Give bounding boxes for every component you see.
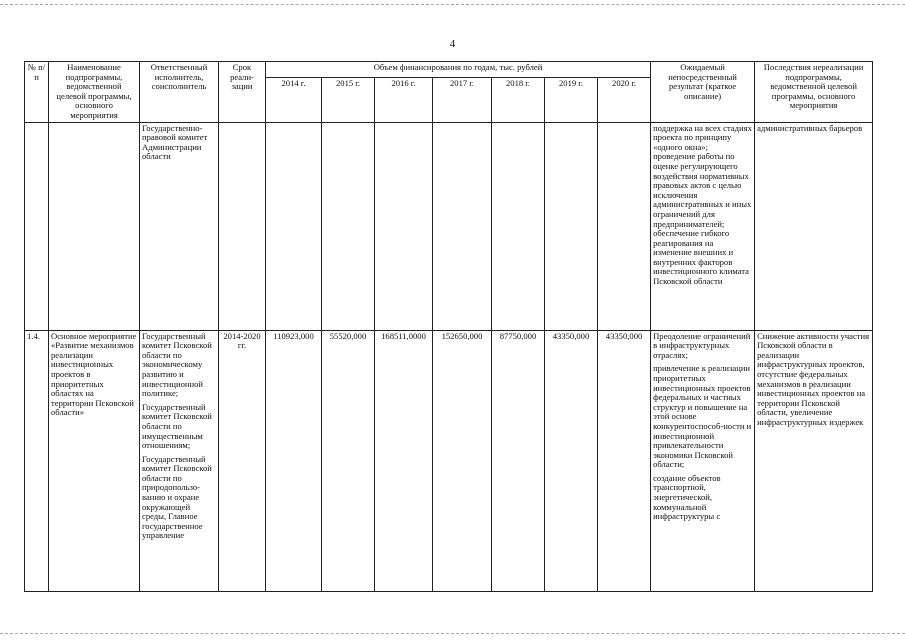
cell-executor: Государственно-правовой комитет Администрации области — [140, 122, 219, 330]
cell-term — [219, 122, 266, 330]
cell-value: 55520,000 — [322, 330, 375, 591]
header-year: 2016 г. — [375, 78, 433, 122]
cell-executor — [140, 330, 219, 591]
cell-consequences: Снижение активности участия Псковской области в реализации инфраструктурных проектов, отсутствие федеральных механизмов в реализации инвестиционных проектов на территории Псковской области, увеличение инфраструктурных издержек — [755, 330, 873, 591]
cell-value — [433, 122, 492, 330]
cell-value — [266, 122, 322, 330]
cell-consequences: административных барьеров — [755, 122, 873, 330]
executor-item: Государственный комитет Псковской области по экономическому развитию и инвестиционной политике; — [142, 330, 212, 399]
cell-num: 1.4. — [25, 330, 49, 591]
cell-value — [598, 122, 651, 330]
header-result: Ожидаемый непосредственный результат (краткое описание) — [651, 62, 755, 123]
scan-edge-top — [0, 4, 905, 5]
header-num: № п/п — [25, 62, 49, 123]
cell-result: поддержка на всех стадиях проекта по принципу «одного окна»; проведение работы по оценке регулирующего воздействия нормативных правовых актов с целью исключения административных и иных ограничений для предпринимателей; обеспечение гибкого реагирования на изменение внешних и внутренних факторов инвестиционного климата Псковской области — [651, 122, 755, 330]
cell-value — [322, 122, 375, 330]
table-row — [25, 330, 873, 591]
header-term: Срок реали-зации — [219, 62, 266, 123]
cell-value: 43350,000 — [545, 330, 598, 591]
header-row-1 — [25, 62, 873, 78]
cell-value — [492, 122, 545, 330]
executor-item: Государственный комитет Псковской области по природопользо-ванию и охране окружающей среды, Главное государственное управление — [142, 453, 212, 541]
cell-value — [545, 122, 598, 330]
scan-edge-bottom — [0, 633, 905, 634]
cell-value — [375, 122, 433, 330]
result-item: создание объектов транспортной, энергетической, коммунальной инфраструктуры с — [653, 472, 721, 522]
cell-term: 2014-2020 гг. — [219, 330, 266, 591]
header-financing: Объем финансирования по годам, тыс. рублей — [266, 62, 651, 78]
cell-name: Основное мероприятие «Развитие механизмов реализации инвестиционных проектов в приоритетных областях на территории Псковской области» — [49, 330, 140, 591]
result-item: привлечение к реализации приоритетных инвестиционных проектов федеральных и частных структур и повышение на этой основе конкурентоспособ-ности и инвестиционной привлекательности экономики Псковской области; — [653, 363, 752, 470]
cell-value: 110923,000 — [266, 330, 322, 591]
cell-name — [49, 122, 140, 330]
financing-table — [24, 61, 873, 592]
header-name: Наименование подпрограммы, ведомственной целевой программы, основного мероприятия — [49, 62, 140, 123]
header-executor: Ответственный исполнитель, соисполнитель — [140, 62, 219, 123]
header-year: 2015 г. — [322, 78, 375, 122]
result-item: Преодоление ограничений в инфраструктурных отраслях; — [653, 330, 751, 360]
cell-result — [651, 330, 755, 591]
header-year: 2018 г. — [492, 78, 545, 122]
executor-item: Государственный комитет Псковской области по имущественным отношениям; — [142, 401, 212, 451]
header-consequences: Последствия нереализации подпрограммы, ведомственной целевой программы, основного мероприятия — [755, 62, 873, 123]
cell-value: 87750,000 — [492, 330, 545, 591]
table-row — [25, 122, 873, 330]
header-year: 2019 г. — [545, 78, 598, 122]
header-year: 2014 г. — [266, 78, 322, 122]
cell-value: 43350,000 — [598, 330, 651, 591]
header-year: 2020 г. — [598, 78, 651, 122]
cell-num — [25, 122, 49, 330]
cell-value: 152650,000 — [433, 330, 492, 591]
header-year: 2017 г. — [433, 78, 492, 122]
cell-value: 168511,0000 — [375, 330, 433, 591]
page-number: 4 — [449, 38, 456, 50]
